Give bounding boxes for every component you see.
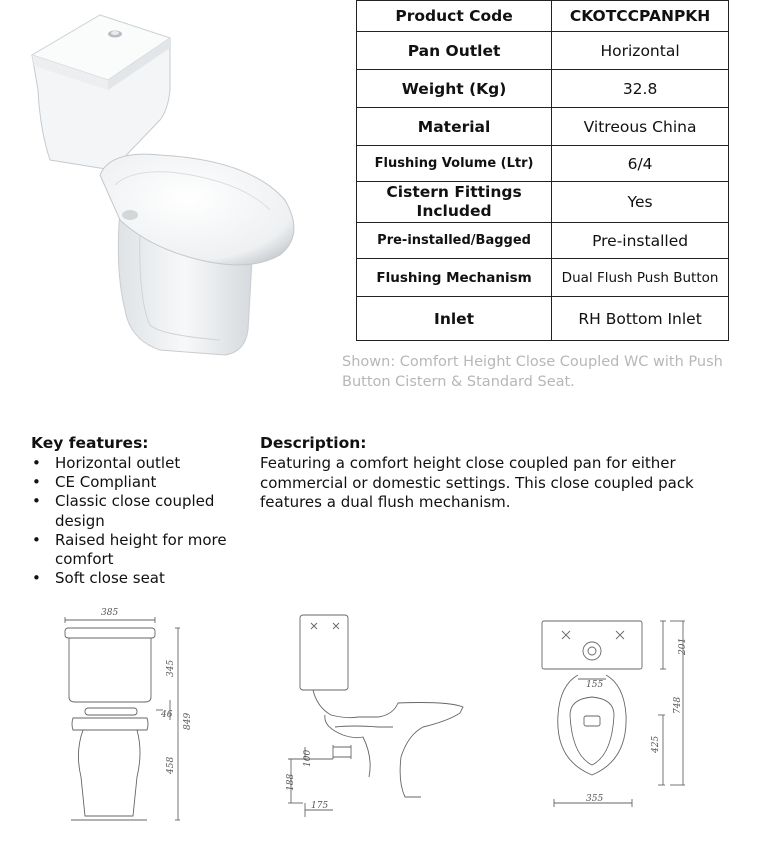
key-features-list <box>31 454 253 588</box>
spec-value: Horizontal <box>552 32 729 70</box>
spec-value: Dual Flush Push Button <box>552 259 729 297</box>
spec-value: 6/4 <box>552 146 729 182</box>
dimension-label: 201 <box>678 637 688 655</box>
dimension-label: 385 <box>101 608 119 618</box>
spec-label: Material <box>357 108 552 146</box>
dimension-label: 355 <box>586 794 604 804</box>
spec-label: Weight (Kg) <box>357 70 552 108</box>
spec-row <box>357 259 729 297</box>
spec-label: Inlet <box>357 297 552 341</box>
list-item: • Horizontal outlet <box>31 454 253 473</box>
spec-value: Yes <box>552 182 729 223</box>
spec-row <box>357 70 729 108</box>
spec-row <box>357 182 729 223</box>
spec-row <box>357 297 729 341</box>
spec-row <box>357 146 729 182</box>
spec-row <box>357 32 729 70</box>
dimension-label: 46 <box>161 710 173 720</box>
spec-row <box>357 1 729 32</box>
spec-label: Pan Outlet <box>357 32 552 70</box>
list-item: • CE Compliant <box>31 473 253 492</box>
front-elevation-drawing <box>45 602 205 827</box>
dimension-label: 188 <box>286 773 296 791</box>
spec-label: Flushing Volume (Ltr) <box>357 146 552 182</box>
dimension-label: 849 <box>183 712 193 730</box>
spec-table <box>356 0 729 341</box>
dimension-label: 100 <box>303 749 313 767</box>
spec-row <box>357 108 729 146</box>
dimension-label: 155 <box>586 680 604 690</box>
side-elevation-drawing <box>283 607 473 825</box>
dimension-label: 345 <box>166 659 176 677</box>
spec-label: Cistern Fittings Included <box>357 182 552 223</box>
spec-label: Pre-installed/Bagged <box>357 223 552 259</box>
spec-value: RH Bottom Inlet <box>552 297 729 341</box>
description-text: Featuring a comfort height close coupled pan for either commercial or domestic settings. This close coupled pack features a dual flush mechanism. <box>260 454 694 512</box>
spec-value: CKOTCCPANPKH <box>552 1 729 32</box>
product-photo <box>20 10 305 365</box>
spec-label: Flushing Mechanism <box>357 259 552 297</box>
spec-row <box>357 223 729 259</box>
dimension-label: 425 <box>651 735 661 753</box>
list-item: • Classic close coupled design <box>31 492 253 530</box>
image-caption: Shown: Comfort Height Close Coupled WC with Push Button Cistern & Standard Seat. <box>342 354 723 390</box>
spec-value: Vitreous China <box>552 108 729 146</box>
top-view-drawing <box>540 615 700 815</box>
spec-label: Product Code <box>357 1 552 32</box>
list-item: • Raised height for more comfort <box>31 531 253 569</box>
description-heading: Description: <box>260 434 367 452</box>
list-item: • Soft close seat <box>31 569 253 588</box>
spec-value: 32.8 <box>552 70 729 108</box>
dimension-label: 458 <box>166 756 176 774</box>
key-features-heading: Key features: <box>31 434 149 452</box>
dimension-label: 175 <box>311 801 329 811</box>
dimension-label: 748 <box>673 696 683 714</box>
spec-value: Pre-installed <box>552 223 729 259</box>
